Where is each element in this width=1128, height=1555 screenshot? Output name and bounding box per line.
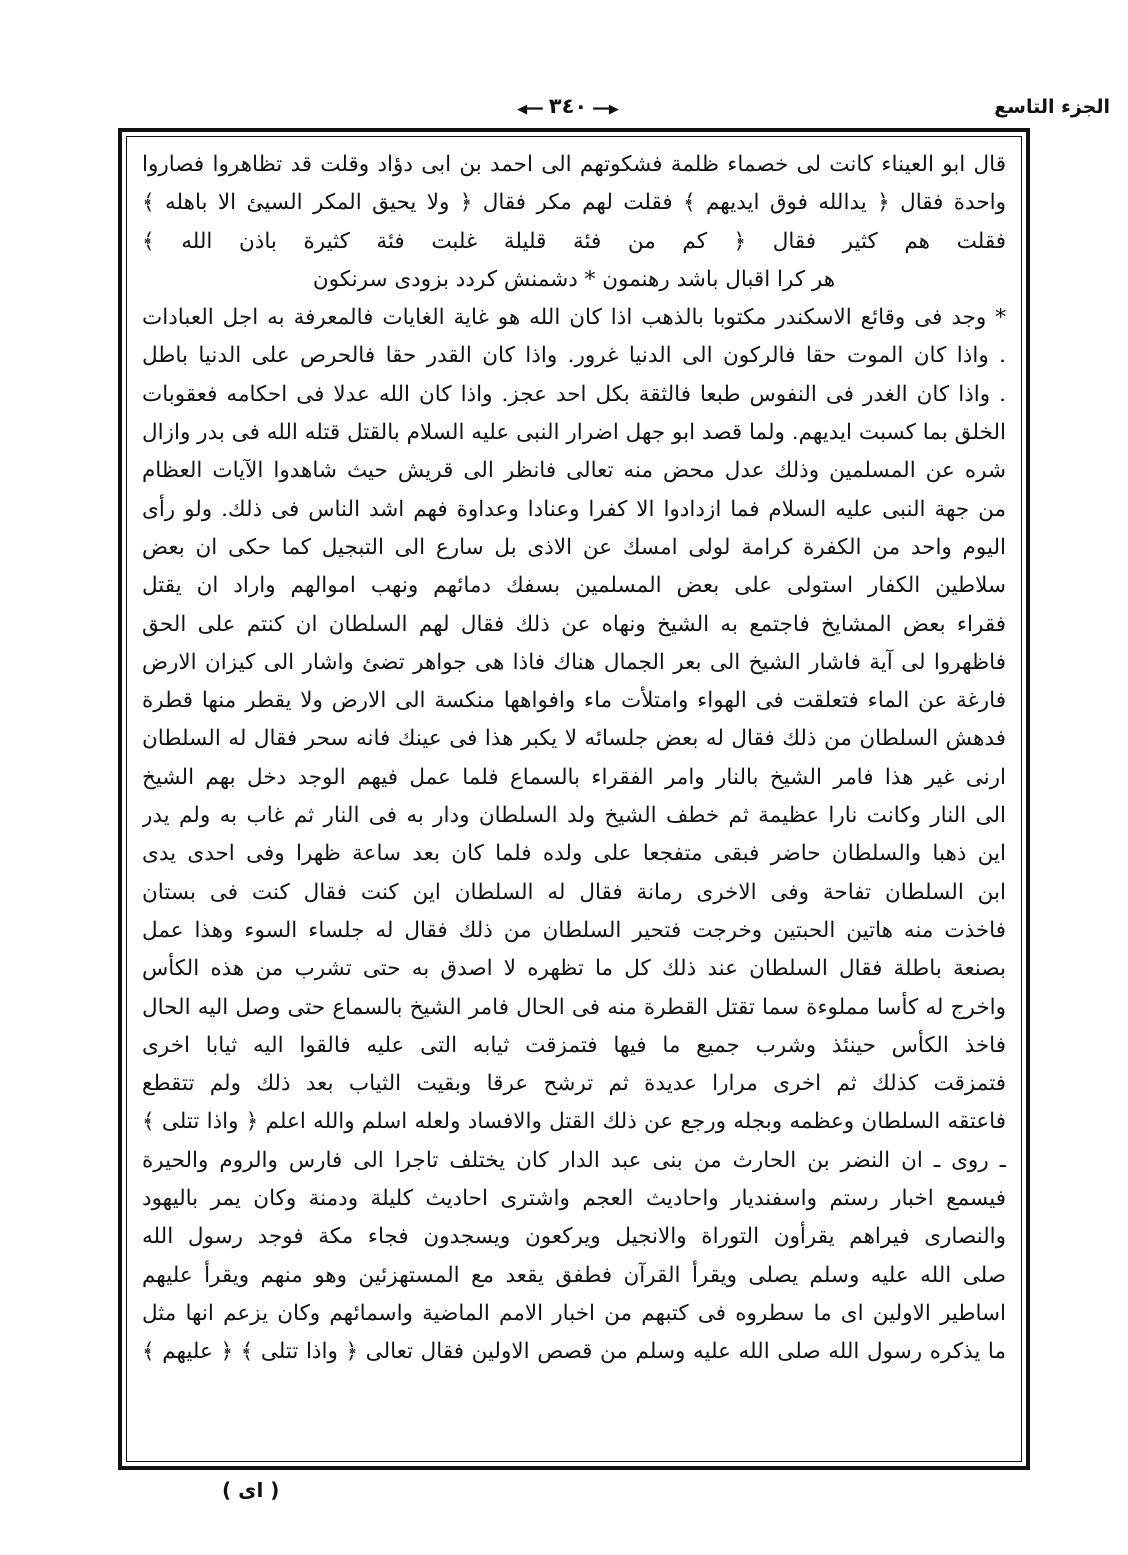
text-line: اليوم واحد من الكفرة كرامة لولى امسك عن الاذى بل سارع الى التبجيل كما حكى ان بعض <box>142 534 1006 560</box>
text-line: ابن السلطان تفاحة وفى الاخرى رمانة فقال له السلطان اين كنت فقال كنت فى بستان <box>142 879 1006 905</box>
text-line: فتمزقت كذلك ثم اخرى مرارا عديدة ثم ترشح عرقا وبقيت الثياب بعد ذلك ولم تتقطع <box>142 1071 1006 1097</box>
text-line: صلى الله عليه وسلم يصلى ويقرأ القرآن فطفق يقعد مع المستهزئين وهو منهم ويقرأ عليهم <box>142 1262 1006 1288</box>
text-line: الخلق بما كسبت ايديهم. ولما قصد ابو جهل اضرار النبى عليه السلام بالقتل قتله الله فى بدر وازال <box>142 420 1006 446</box>
part-title: الجزء التاسع <box>994 96 1110 118</box>
ornament-left-icon: ◀━━ <box>517 102 543 117</box>
text-line: واخرج له كأسا مملوءة سما تقتل القطرة منه فى الحال فامر الشيخ بالسماع حتى وصل اليه الحال <box>142 994 1006 1020</box>
text-line: من جهة النبى عليه السلام فما ازدادوا الا كفرا وعنادا وعداوة فهم اشد الناس فى ذلك. ولو رأى <box>142 496 1006 522</box>
text-line: فيسمع اخبار رستم واسفنديار واحاديث العجم واشترى احاديث كليلة ودمنة وكان يمر باليهود <box>142 1186 1006 1212</box>
catchword: ( اى ) <box>222 1478 280 1502</box>
text-line: فاخذ الكأس حينئذ وشرب جميع ما فيها فتمزقت ثيابه التى عليه فالقوا اليه ثيابا اخرى <box>142 1032 1006 1058</box>
text-line: فاخذت منه هاتين الحبتين وخرجت فتحير السلطان من ذلك فقال له جلساء السوء وهذا عمل <box>142 917 1006 943</box>
text-frame <box>118 128 1030 1470</box>
verse-line: هر كرا اقبال باشد رهنمون * دشمنش كردد بزودى سرنكون <box>312 266 836 292</box>
text-line: بصنعة باطلة فقال السلطان عند ذلك كل ما تظهره لا اصدق به حتى تشرب من هذه الكأس <box>142 956 1006 982</box>
text-line: اين ذهبا والسلطان حاضر فبقى متفجعا على ولده فلما كان بعد ساعة ظهرا وفى احدى يدى <box>142 841 1006 867</box>
text-line: والنصارى فيراهم يقرأون التوراة والانجيل ويركعون ويسجدون فجاء مكة فوجد رسول الله <box>142 1224 1006 1250</box>
page-header <box>118 92 1110 128</box>
text-line: اساطير الاولين اى ما سطروه فى كتبهم من اخبار الامم الماضية واسمائهم وكان يزعم انها مثل <box>142 1300 1006 1326</box>
text-line: ما يذكره رسول الله صلى الله عليه وسلم من قصص الاولين فقال تعالى ﴿ واذا تتلى ﴾ ﴿ عليهم ﴾ <box>142 1339 1006 1365</box>
text-line: شره عن المسلمين وذلك عدل محض منه تعالى فانظر الى قريش حيث شاهدوا الآيات العظام <box>142 458 1006 484</box>
ornament-right-icon: ━━▶ <box>593 102 619 117</box>
text-line: . واذا كان الغدر فى النفوس طبعا فالثقة بكل احد عجز. واذا كان الله عدلا فى احكامه فعقوبات <box>142 381 1006 407</box>
page-number: ◀━━ ٣٤٠ ━━▶ <box>517 94 619 118</box>
text-line: سلاطين الكفار استولى على بعض المسلمين بسفك دمائهم ونهب اموالهم واراد ان يقتل <box>142 573 1006 599</box>
text-line: ـ روى ـ ان النضر بن الحارث من بنى عبد الدار كان يختلف تاجرا الى فارس والروم والحيرة <box>142 1147 1006 1173</box>
text-line: ارنى غير هذا فامر الشيخ بالنار وامر الفقراء بالسماع فلما عمل فيهم الوجد دخل بهم الشيخ <box>142 764 1006 790</box>
text-line: فدهش السلطان من ذلك فقال له بعض جلسائه لا يكبر هذا فى عينك فانه سحر فقال له السلطان <box>142 726 1006 752</box>
text-line: فارغة عن الماء فتعلقت فى الهواء وامتلأت ماء وافواهها منكسة الى الارض ولا يقطر منها قطرة <box>142 688 1006 714</box>
text-line: فقراء بعض المشايخ فاجتمع به الشيخ ونهاه عن ذلك فقال لهم السلطان ان كنتم على الحق <box>142 611 1006 637</box>
text-line: قال ابو العيناء كانت لى خصماء ظلمة فشكوتهم الى احمد بن ابى دؤاد وقلت قد تظاهروا فصاروا <box>142 152 1006 177</box>
text-line: فاعتقه السلطان وعظمه وبجله ورجع عن ذلك القتل والافساد ولعله اسلم والله اعلم ﴿ واذا تتلى ﴾ <box>142 1109 1006 1135</box>
text-line: . واذا كان الموت حقا فالركون الى الدنيا غرور. واذا كان القدر حقا فالحرص على الدنيا باطل <box>142 343 1006 369</box>
text-line: فقلت هم كثير فقال ﴿ كم من فئة قليلة غلبت فئة كثيرة باذن الله ﴾ <box>142 228 1006 254</box>
text-line: فاظهروا لى آية فاشار الشيخ الى بعر الجمال هناك فاذا هى جواهر تضئ واشار الى كيزان الارض <box>142 649 1006 675</box>
body-text <box>142 146 1006 1372</box>
text-line: * وجد فى وقائع الاسكندر مكتوبا بالذهب اذا كان الله هو غاية الغايات فالمعرفة به اجل العبادات <box>142 305 1006 331</box>
text-line: واحدة فقال ﴿ يدالله فوق ايديهم ﴾ فقلت لهم مكر فقال ﴿ ولا يحيق المكر السيئ الا باهله ﴾ <box>142 190 1006 216</box>
text-line: الى النار وكانت نارا عظيمة ثم خطف الشيخ ولد السلطان ودار به فى النار ثم غاب به ولم يدر <box>142 803 1006 829</box>
